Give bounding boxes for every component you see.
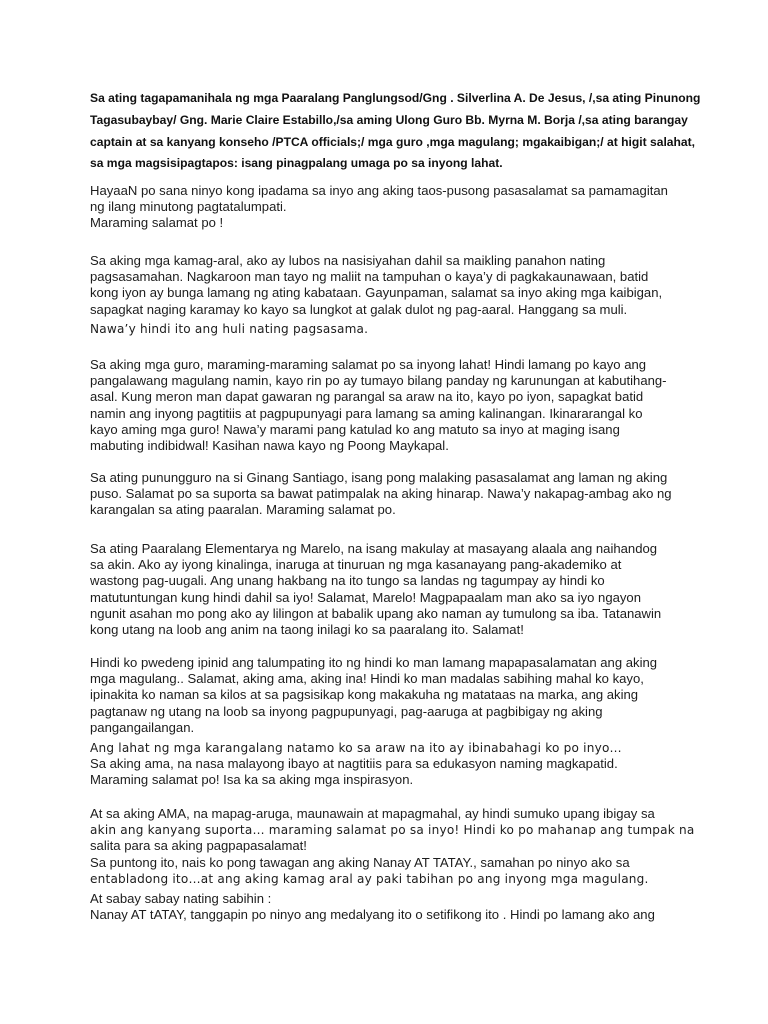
text-line: kong iyon ay bunga lamang ng ating kabataan. Gayunpaman, salamat sa inyo aking mga kaibigan, <box>90 285 663 301</box>
text-line: Sa ating tagapamanihala ng mga Paaralang Panglungsod/Gng . Silverlina A. De Jesus, /,sa ating Pinunong <box>90 91 701 105</box>
paragraph-closing <box>90 891 690 923</box>
text-line: mabuting indibidwal! Kasihan nawa kayo ng Poong Maykapal. <box>90 438 449 454</box>
text-line: Maraming salamat po! Isa ka sa aking mga inspirasyon. <box>90 772 414 788</box>
text-line: Sa ating Paaralang Elementarya ng Marelo, na isang makulay at masayang alaala ang naihandog <box>90 541 658 556</box>
text-line: puso. Salamat po sa suporta sa bawat patimpalak na aking hinarap. Nawa’y nakapag-ambag ako ng <box>90 486 672 502</box>
text-line: At sabay sabay nating sabihin : <box>90 891 272 906</box>
text-line: pangangailangan. <box>90 719 195 735</box>
text-line: Sa puntong ito, nais ko pong tawagan ang aking Nanay AT TATAY., samahan po ninyo ako sa <box>90 854 630 870</box>
paragraph-father <box>90 806 695 887</box>
text-line: karangalan sa ating paaralan. Maraming salamat po. <box>90 502 396 518</box>
text-line: kong utang na loob ang anim na taong inilagi ko sa paaralang ito. Salamat! <box>90 622 524 638</box>
paragraph-principal <box>90 470 690 519</box>
paragraph-classmates <box>90 253 690 337</box>
text-line: HayaaN po sana ninyo kong ipadama sa inyo ang aking taos-pusong pasasalamat sa pamamagitan <box>90 183 668 198</box>
paragraph-opening <box>90 183 690 232</box>
text-line: matutuntungan kung hindi dahil sa iyo! Salamat, Marelo! Magpapaalam man ako sa iyo ngayon <box>90 589 641 605</box>
text-line: Nawa’y hindi ito ang huli nating pagsasama. <box>90 321 369 336</box>
text-line: Hindi ko pwedeng ipinid ang talumpating ito ng hindi ko man lamang mapapasalamatan ang aking <box>90 655 658 670</box>
text-line: captain at sa kanyang konseho /PTCA officials;/ mga guro ,mga magulang; mgakaibigan;/ at higit salahat, <box>90 134 696 149</box>
text-line: pagtanaw ng utang na loob sa inyong pagpupunyagi, pag-aaruga at pagbibigay ng aking <box>90 703 603 719</box>
text-line: ng ilang minutong pagtatalumpati. <box>90 199 287 215</box>
text-line: namin ang inyong pagtitiis at pagpupunyagi para lamang sa aming kalinangan. Ikinararangal ko <box>90 405 643 421</box>
text-line: ipinakita ko naman sa kilos at sa pagsisikap kong makakuha ng matataas na marka, ang aking <box>90 687 639 703</box>
text-line: Sa aking ama, na nasa malayong ibayo at nagtitiis para sa edukasyon naming magkapatid. <box>90 756 618 772</box>
paragraph-honors <box>90 740 690 789</box>
text-line: Sa aking mga kamag-aral, ako ay lubos na nasisiyahan dahil sa maikling panahon nating <box>90 253 606 268</box>
text-line: Ang lahat ng mga karangalang natamo ko sa araw na ito ay ibinabahagi ko po inyo… <box>90 741 622 755</box>
text-line: pangalawang magulang namin, kayo rin po ay tumayo bilang panday ng karunungan at kabutihang- <box>90 373 667 389</box>
text-line: wastong pag-uugali. Ang unang hakbang na ito tungo sa landas ng tagumpay ay hindi ko <box>90 573 605 589</box>
text-line: kayo aming mga guro! Nawa’y marami pang katulad ko ang matuto sa inyo at maging isang <box>90 421 620 437</box>
text-line: sa akin. Ako ay iyong kinalinga, inaruga at tinuruan ng mga kasanayang pang-akademiko at <box>90 557 622 573</box>
intro-greeting <box>90 88 701 175</box>
text-line: akin ang kanyang suporta… maraming salamat po sa inyo! Hindi ko po mahanap ang tumpak na <box>90 823 695 838</box>
text-line: Sa ating punungguro na si Ginang Santiago, isang pong malaking pasasalamat ang laman ng aking <box>90 470 668 485</box>
text-line: salita para sa aking pagpapasalamat! <box>90 838 307 854</box>
text-line: sa mga magsisipagtapos: isang pinagpalang umaga po sa inyong lahat. <box>90 156 503 171</box>
text-line: pagsasamahan. Nagkaroon man tayo ng maliit na tampuhan o kaya’y di pagkakaunawaan, batid <box>90 269 649 285</box>
paragraph-school <box>90 541 690 638</box>
text-line: Sa aking mga guro, maraming-maraming salamat po sa inyong lahat! Hindi lamang po kayo ang <box>90 357 647 372</box>
text-line: At sa aking AMA, na mapag-aruga, maunawain at mapagmahal, ay hindi sumuko upang ibigay sa <box>90 806 655 821</box>
text-line: ngunit asahan mo pong ako ay lilingon at babalik upang ako naman ay tumulong sa iba. Tatanawin <box>90 605 662 621</box>
text-line: asal. Kung meron man dapat gawaran ng parangal sa araw na ito, kayo po iyon, sapagkat batid <box>90 389 644 405</box>
text-line: Maraming salamat po ! <box>90 215 224 231</box>
paragraph-parents <box>90 655 690 736</box>
text-line: mga magulang.. Salamat, aking ama, aking ina! Hindi ko man madalas sabihing mahal ko kayo, <box>90 671 644 687</box>
text-line: sapagkat naging karamay ko kayo sa lungkot at galak dulot ng pag-aaral. Hanggang sa muli. <box>90 301 628 317</box>
text-line: Nanay AT tATAY, tanggapin po ninyo ang medalyang ito o setifikong ito . Hindi po lamang ako ang <box>90 907 655 923</box>
text-line: Tagasubaybay/ Gng. Marie Claire Estabillo,/sa aming Ulong Guro Bb. Myrna M. Borja /,sa ating barangay <box>90 112 688 127</box>
paragraph-teachers <box>90 357 690 454</box>
text-line: entabladong ito…at ang aking kamag aral ay paki tabihan po ang inyong mga magulang. <box>90 871 649 886</box>
